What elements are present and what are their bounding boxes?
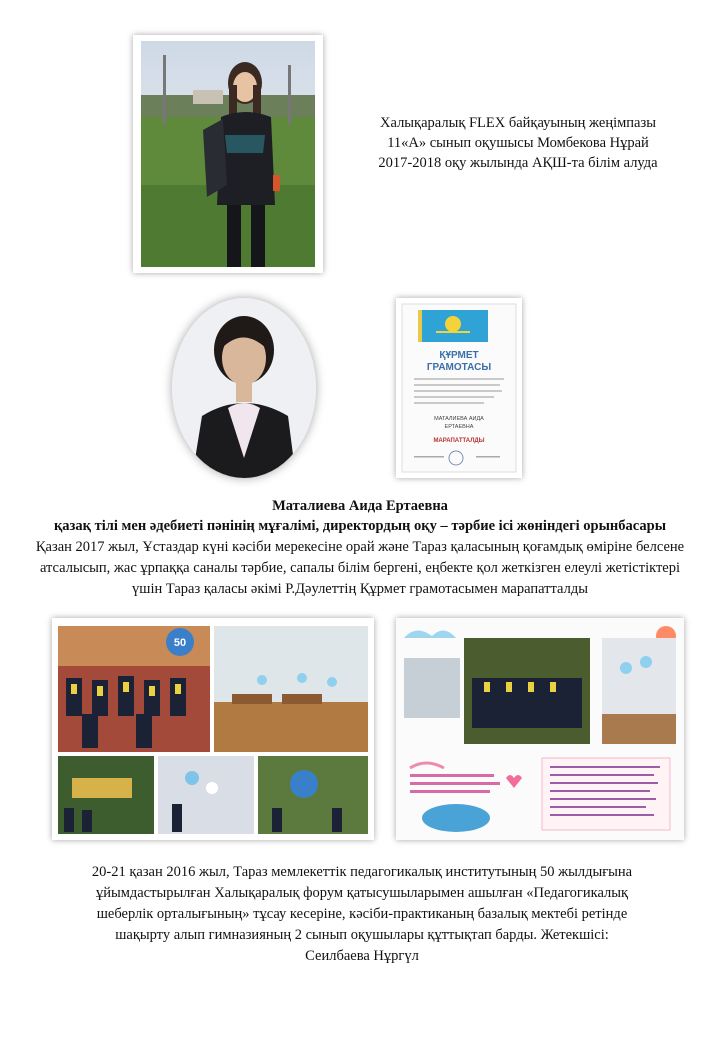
caption-line: Сеилбаева Нұргүл bbox=[305, 948, 419, 964]
certificate-awarded: МАРАПАТТАЛДЫ bbox=[433, 438, 485, 444]
event-poster bbox=[396, 618, 684, 840]
poster-image bbox=[396, 618, 684, 840]
caption-line: Халықаралық FLEX байқауының жеңімпазы bbox=[380, 115, 656, 131]
paragraph-line: үшін Тараз қаласы әкімі Р.Дәулеттің Құрмет грамотасымен марапатталды bbox=[132, 581, 588, 597]
portrait-image bbox=[172, 298, 316, 478]
teacher-role: қазақ тілі мен әдебиеті пәнінің мұғалімі, директордың оқу – тәрбие ісі жөніндегі орынбасары bbox=[53, 518, 667, 534]
caption-line: шақырту алып гимназияның 2 сынып оқушылары құттықтап барды. Жетекшісі: bbox=[115, 927, 609, 943]
anniversary-badge: 50 bbox=[173, 637, 187, 649]
student-caption bbox=[338, 113, 698, 173]
paragraph-line: атсалысып, жас ұрпаққа саналы тәрбие, сапалы білім бергені, еңбекте қол жеткізген елеулі жетістіктері bbox=[39, 560, 681, 576]
caption-line: шеберлік орталығының» тұсау кесеріне, кәсіби-практиканың базалық мектебі ретінде bbox=[96, 906, 628, 922]
paragraph-line: Қазан 2017 жыл, Ұстаздар күні кәсіби мерекесіне орай және Тараз қаласының қоғамдық өміріне белсене bbox=[35, 539, 685, 555]
event-photo-collage bbox=[52, 618, 374, 840]
teacher-portrait bbox=[172, 298, 316, 478]
caption-line: 2017-2018 оқу жылында АҚШ-та білім алуда bbox=[378, 155, 658, 171]
certificate-title-2: ГРАМОТАСЫ bbox=[426, 362, 492, 373]
student-photo-image bbox=[133, 35, 323, 273]
certificate-recipient-2: ЕРТАЕВНА bbox=[444, 424, 474, 430]
collage-image bbox=[52, 618, 374, 840]
student-photo bbox=[133, 35, 323, 273]
caption-line: 11«А» сынып оқушысы Момбекова Нұрай bbox=[387, 135, 649, 151]
honor-certificate bbox=[396, 298, 522, 478]
teacher-name: Маталиева Аида Ертаевна bbox=[272, 498, 448, 514]
certificate-image bbox=[396, 298, 522, 478]
award-paragraph bbox=[4, 537, 716, 600]
caption-line: 20-21 қазан 2016 жыл, Тараз мемлекеттік педагогикалық институтының 50 жылдығына bbox=[91, 864, 633, 880]
event-caption bbox=[62, 862, 662, 967]
certificate-title-1: ҚҰРМЕТ bbox=[439, 350, 479, 361]
caption-line: ұйымдастырылған Халықаралық форум қатысушыларымен ашылған «Педагогикалық bbox=[95, 885, 629, 901]
certificate-recipient-1: МАТАЛИЕВА АИДА bbox=[434, 416, 484, 422]
